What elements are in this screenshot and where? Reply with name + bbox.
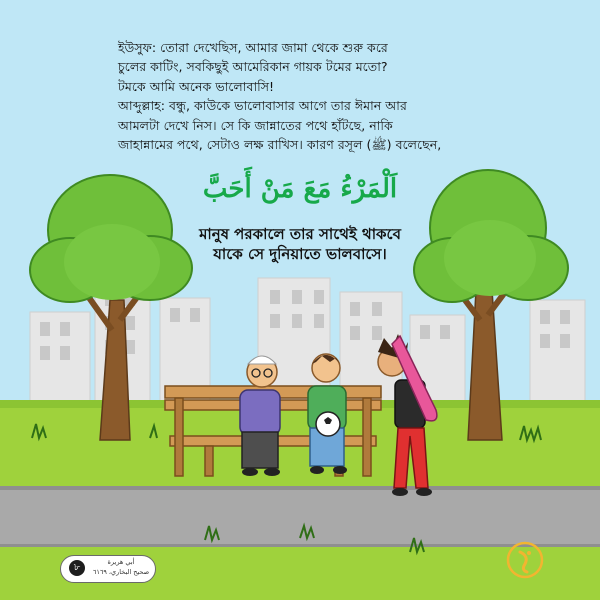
hadith-reference bbox=[91, 557, 151, 577]
hadith-arabic: اَلْمَرْءُ مَعَ مَنْ أَحَبَّ bbox=[202, 174, 398, 204]
page-number: ৮ bbox=[69, 560, 85, 576]
narration-line: আব্দুল্লাহ: বন্ধু, কাউকে ভালোবাসার আগে তার ঈমান আর bbox=[118, 98, 407, 114]
narration-line: আমলটা দেখে নিস। সে কি জান্নাতের পথে হাঁটছে, নাকি bbox=[118, 117, 393, 133]
narration-line: টমকে আমি অনেক ভালোবাসি! bbox=[118, 78, 275, 94]
reference-line: أبي هريرة bbox=[107, 558, 135, 566]
translation-line: যাকে সে দুনিয়াতে ভালবাসে। bbox=[213, 245, 387, 263]
translation-line: মানুষ পরকালে তার সাথেই থাকবে bbox=[199, 225, 401, 243]
narration-line: চুলের কাটিং, সবকিছুই আমেরিকান গায়ক টমের মতো? bbox=[118, 59, 388, 75]
footer-reference-badge bbox=[60, 555, 156, 583]
narration-line: জাহান্নামের পথে, সেটাও লক্ষ রাখিস। কারণ রসূল (ﷺ) বলেছেন, bbox=[118, 137, 442, 153]
reference-line: صحيح البخاري، ٦١٦٩ bbox=[92, 568, 150, 576]
hadith-translation bbox=[0, 224, 600, 264]
narration-line: ইউসুফ: তোরা দেখেছিস, আমার জামা থেকে শুরু করে bbox=[118, 40, 388, 55]
narration-text bbox=[118, 38, 498, 154]
publisher-logo-icon bbox=[505, 540, 545, 580]
